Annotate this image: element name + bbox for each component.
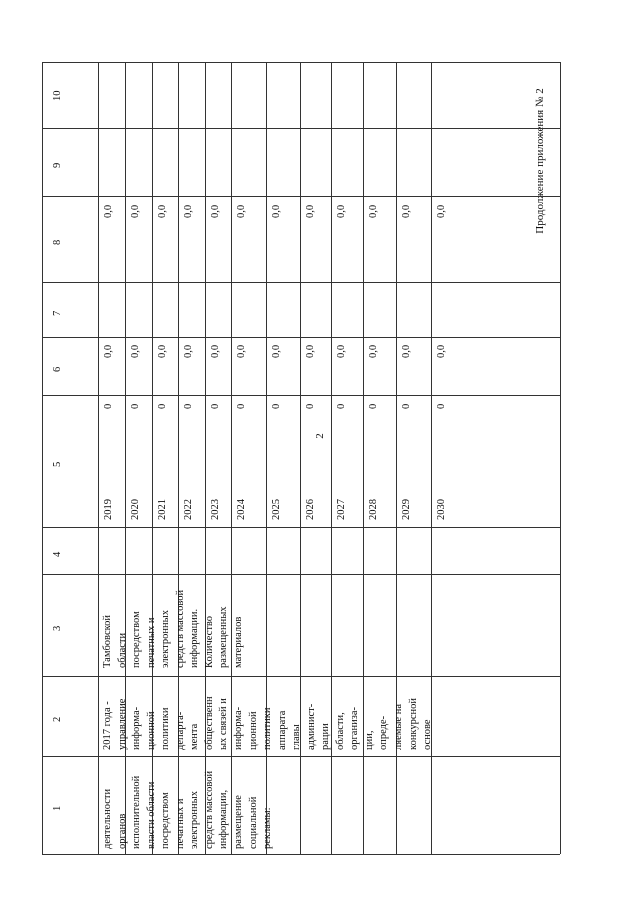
col8-value: 0,0 [368, 204, 379, 218]
col8-value: 0,0 [183, 204, 194, 218]
col1-text-line: рекламы: [262, 807, 274, 849]
col3-text-line: информации. [189, 608, 201, 668]
col6-value: 0,0 [271, 344, 282, 358]
table-border-horizontal [42, 196, 560, 197]
col2-text-line: политики [160, 707, 172, 750]
col5-value: 0 [305, 403, 316, 409]
col2-text-line: организа- [349, 706, 361, 750]
col8-value: 0,0 [210, 204, 221, 218]
appendix-note: Продолжение приложения № 2 [534, 88, 546, 234]
col6-value: 0,0 [401, 344, 412, 358]
year-cell: 2028 [368, 499, 379, 520]
col3-text-line: размещенных [218, 606, 230, 668]
table-border-vertical [42, 62, 43, 854]
col8-value: 0,0 [157, 204, 168, 218]
col8-value: 0,0 [236, 204, 247, 218]
col2-text-line: ционной [247, 711, 259, 750]
col2-text-line: информа- [232, 706, 244, 750]
col8-value: 0,0 [305, 204, 316, 218]
col1-text-line: информации, [218, 789, 230, 849]
col2-text-line: общественн [203, 696, 215, 750]
table-border-horizontal [42, 854, 560, 855]
col6-value: 0,0 [103, 344, 114, 358]
col1-text-line: деятельности [102, 788, 113, 849]
col5-value: 0 [130, 403, 141, 409]
col1-text-line: власти области [145, 781, 157, 849]
year-cell: 2024 [236, 499, 247, 520]
col3-text-line: печатных и [145, 617, 157, 668]
col3-text-line: посредством [131, 611, 143, 668]
col2-text-line: информа- [131, 706, 143, 750]
col2-text-line: ляемые на [393, 704, 404, 750]
column-number-header: 3 [52, 625, 63, 631]
col8-value: 0,0 [271, 204, 282, 218]
col3-text-line: электронных [160, 610, 172, 668]
column-number-header: 9 [52, 162, 63, 168]
col2-text-line: политики [262, 707, 274, 750]
col8-value: 0,0 [336, 204, 347, 218]
col8-value: 0,0 [130, 204, 141, 218]
col6-value: 0,0 [305, 344, 316, 358]
col6-value: 0,0 [236, 344, 247, 358]
year-cell: 2023 [210, 499, 221, 520]
column-number-header: 10 [52, 90, 63, 101]
col2-text-line: админист- [305, 703, 317, 750]
col5-value: 0 [368, 403, 379, 409]
col3-text-line: Количество [203, 615, 215, 668]
col5-value: 0 [236, 403, 247, 409]
col3-text-line: области [116, 632, 128, 668]
col2-text-line: управление [116, 698, 128, 750]
col2-text-line: ых связей и [218, 698, 230, 750]
col1-text-line: электронных [189, 791, 201, 849]
col5-value: 0 [183, 403, 194, 409]
table-border-horizontal [42, 282, 560, 283]
column-number-header: 5 [52, 461, 63, 467]
table-border-vertical [98, 62, 99, 854]
year-cell: 2026 [305, 499, 316, 520]
year-cell: 2022 [183, 499, 194, 520]
column-number-header: 7 [52, 310, 63, 316]
col2-text-line: рации [320, 723, 332, 750]
col2-text-line: 2017 года - [102, 701, 113, 750]
col8-value: 0,0 [401, 204, 412, 218]
col6-value: 0,0 [368, 344, 379, 358]
year-cell: 2021 [157, 499, 168, 520]
year-cell: 2019 [103, 499, 114, 520]
col1-text-line: печатных и [174, 798, 186, 849]
col2-text-line: области, [334, 712, 346, 750]
col3-text-line: материалов [232, 616, 244, 668]
col5-value: 0 [401, 403, 412, 409]
col3-text-line: средств массовой [174, 589, 186, 668]
column-number-header: 1 [52, 805, 63, 811]
col2-text-line: конкурсной [407, 697, 419, 750]
col2-text-line: главы [291, 724, 303, 750]
col6-value: 0,0 [183, 344, 194, 358]
col6-value: 0,0 [130, 344, 141, 358]
col5-value: 0 [271, 403, 282, 409]
col1-text-line: исполнительной [131, 775, 143, 849]
col1-text-line: социальной [247, 796, 259, 849]
column-number-header: 6 [52, 366, 63, 372]
col6-value: 0,0 [210, 344, 221, 358]
table-border-horizontal [42, 337, 560, 338]
year-cell: 2025 [271, 499, 282, 520]
table-border-horizontal [42, 676, 560, 677]
col5-value: 0 [210, 403, 221, 409]
col6-value: 0,0 [336, 344, 347, 358]
table-border-horizontal [42, 574, 560, 575]
col8-value: 0,0 [436, 204, 447, 218]
table-border-horizontal [42, 128, 560, 129]
table-border-horizontal [42, 756, 560, 757]
year-cell: 2020 [130, 499, 141, 520]
page-number: 2 [314, 433, 326, 439]
col1-text-line: посредством [160, 792, 172, 849]
column-number-header: 8 [52, 239, 63, 245]
column-number-header: 4 [52, 551, 63, 557]
col1-text-line: размещение [232, 795, 244, 849]
table-border-horizontal [42, 62, 560, 63]
year-cell: 2030 [436, 499, 447, 520]
column-number-header: 2 [52, 716, 63, 722]
col6-value: 0,0 [436, 344, 447, 358]
col2-text-line: основе [422, 719, 434, 750]
col6-value: 0,0 [157, 344, 168, 358]
col1-text-line: органов [116, 813, 128, 849]
col8-value: 0,0 [103, 204, 114, 218]
table-border-vertical [560, 62, 561, 854]
table-border-horizontal [42, 395, 560, 396]
col2-text-line: ционной [145, 711, 157, 750]
col5-value: 0 [336, 403, 347, 409]
col5-value: 0 [103, 403, 114, 409]
col1-text-line: средств массовой [203, 770, 215, 849]
col2-text-line: департа- [174, 711, 186, 750]
col3-text-line: Тамбовской [102, 614, 113, 668]
col5-value: 0 [157, 403, 168, 409]
year-cell: 2027 [336, 499, 347, 520]
col2-text-line: ции, [363, 730, 375, 750]
year-cell: 2029 [401, 499, 412, 520]
col2-text-line: опреде- [378, 715, 390, 750]
table-border-horizontal [42, 527, 560, 528]
col2-text-line: аппарата [276, 710, 288, 750]
col2-text-line: мента [189, 723, 201, 750]
col5-value: 0 [436, 403, 447, 409]
